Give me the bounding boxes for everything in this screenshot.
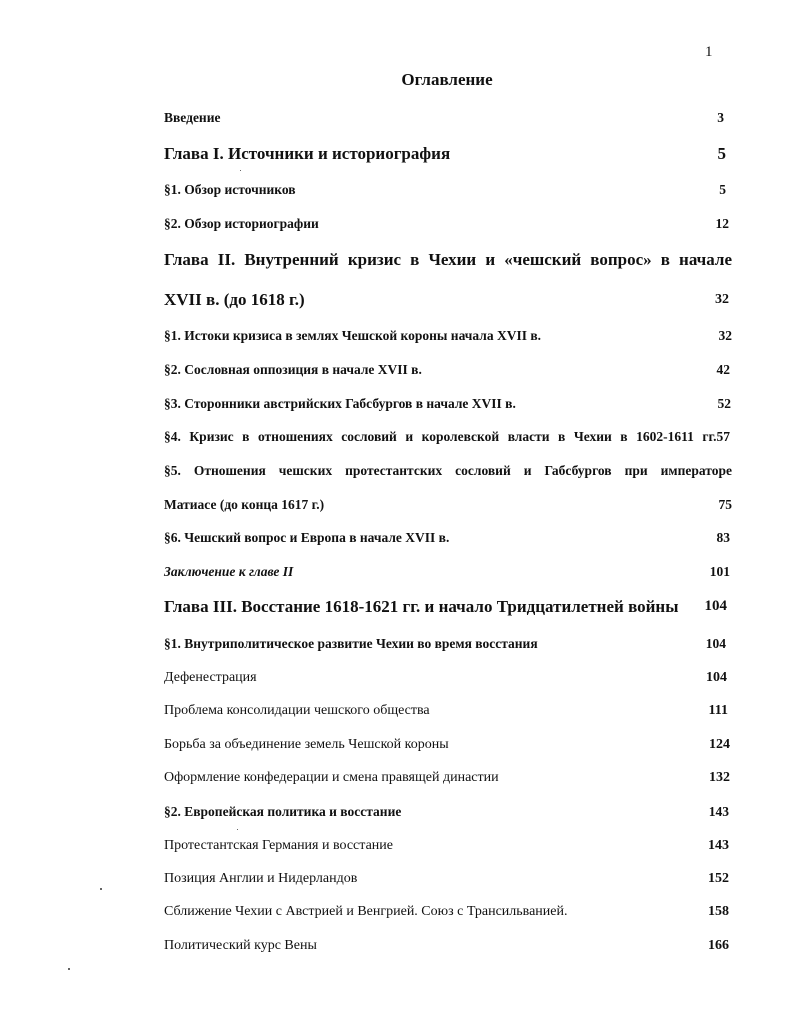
toc-entry-text: Политический курс Вены [164,938,317,953]
toc-entry-page: 132 [709,770,730,785]
toc-entry-text: §3. Сторонники австрийских Габсбургов в начале XVII в. [164,396,516,411]
toc-entry-page: 158 [708,904,729,919]
toc-entry-page: 42 [716,362,730,377]
toc-entry-page: 52 [717,396,731,411]
page-number: 1 [705,44,713,60]
toc-entry-text: §1. Внутриполитическое развитие Чехии во время восстания [164,636,538,651]
toc-entry-page: 166 [708,938,729,953]
toc-entry-text: Дефенестрация [164,670,257,685]
toc-entry-text: Борьба за объединение земель Чешской короны [164,737,449,752]
toc-entry-ch2-s3[interactable] [164,396,731,412]
toc-entry-ch2-s1[interactable] [164,328,732,344]
toc-entry-ch2-conclusion[interactable] [164,564,730,580]
toc-entry-ch3-s1-b[interactable] [164,703,728,719]
toc-entry-text: XVII в. (до 1618 г.) [164,290,305,309]
toc-entry-ch2-s5-line2[interactable] [164,497,732,513]
toc-entry-text: Заключение к главе II [164,564,294,579]
toc-entry-page: 143 [708,838,729,853]
toc-entry-ch3-s2-a[interactable] [164,838,729,854]
toc-entry-text: Глава I. Источники и историография [164,144,451,163]
toc-entry-ch3-s1-c[interactable] [164,737,730,753]
toc-entry-ch3-s2[interactable] [164,804,729,820]
page-title: Оглавление [401,70,493,89]
toc-entry-ch2-s5-line1[interactable]: §5. Отношения чешских протестантских сословий и Габсбургов при императоре [164,463,732,478]
toc-chapter-3[interactable] [164,597,727,617]
toc-chapter-1[interactable] [164,144,726,164]
toc-entry-page: 83 [716,530,730,545]
toc-entry-page: 75 [718,497,732,512]
scan-speck [237,829,238,830]
toc-entry-page: 32 [718,328,732,343]
toc-entry-page: 104 [704,598,727,614]
toc-entry-text: Сближение Чехии с Австрией и Венгрией. Союз с Трансильванией. [164,904,568,919]
toc-entry-ch3-s2-b[interactable] [164,871,729,887]
toc-entry-intro[interactable] [164,110,724,126]
toc-entry-page: 152 [708,871,729,886]
toc-entry-ch3-s1-a[interactable] [164,670,727,686]
toc-chapter-2-line1[interactable]: Глава II. Внутренний кризис в Чехии и «чешский вопрос» в начале [164,250,732,269]
toc-entry-text: Матиасе (до конца 1617 г.) [164,497,325,512]
toc-entry-text: §1. Обзор источников [164,182,296,197]
toc-entry-text: §6. Чешский вопрос и Европа в начале XVII в. [164,530,450,545]
toc-entry-page: 3 [717,110,724,125]
toc-entry-text: Проблема консолидации чешского общества [164,703,430,718]
toc-entry-ch2-s6[interactable] [164,530,730,546]
toc-entry-text: §2. Обзор историографии [164,216,319,231]
toc-entry-text: §2. Сословная оппозиция в начале XVII в. [164,362,422,377]
scan-speck [240,170,241,171]
toc-entry-ch3-s2-d[interactable] [164,938,729,954]
toc-entry-page: 111 [708,703,728,718]
toc-entry-ch2-s2[interactable] [164,362,730,378]
toc-entry-ch1-s2[interactable] [164,216,729,232]
scan-speck [68,968,70,970]
toc-entry-ch3-s2-c[interactable] [164,904,729,920]
toc-entry-text: Оформление конфедерации и смена правящей династии [164,770,499,785]
toc-entry-text: §1. Истоки кризиса в землях Чешской короны начала XVII в. [164,328,542,343]
toc-entry-ch3-s1[interactable] [164,636,726,652]
toc-entry-ch1-s1[interactable] [164,182,726,198]
toc-entry-page: 104 [705,636,726,651]
toc-entry-text: §2. Европейская политика и восстание [164,804,402,819]
toc-entry-text: Позиция Англии и Нидерландов [164,871,358,886]
scan-speck [100,888,102,890]
toc-entry-text: Протестантская Германия и восстание [164,838,393,853]
toc-entry-text: Глава III. Восстание 1618-1621 гг. и начало Тридцатилетней войны [164,597,679,616]
toc-entry-ch2-s4[interactable]: §4. Кризис в отношениях сословий и королевской власти в Чехии в 1602-1611 гг.57 [164,429,730,444]
toc-entry-text: Введение [164,110,221,125]
toc-entry-page: 5 [717,144,726,163]
toc-entry-page: 32 [715,292,729,307]
toc-entry-page: 12 [715,216,729,231]
toc-chapter-2-line2[interactable] [164,290,729,310]
toc-entry-ch3-s1-d[interactable] [164,770,730,786]
toc-entry-page: 143 [708,804,729,819]
toc-entry-page: 104 [706,670,727,685]
toc-entry-page: 101 [709,564,730,579]
toc-entry-page: 124 [709,737,730,752]
toc-entry-page: 5 [719,182,726,197]
